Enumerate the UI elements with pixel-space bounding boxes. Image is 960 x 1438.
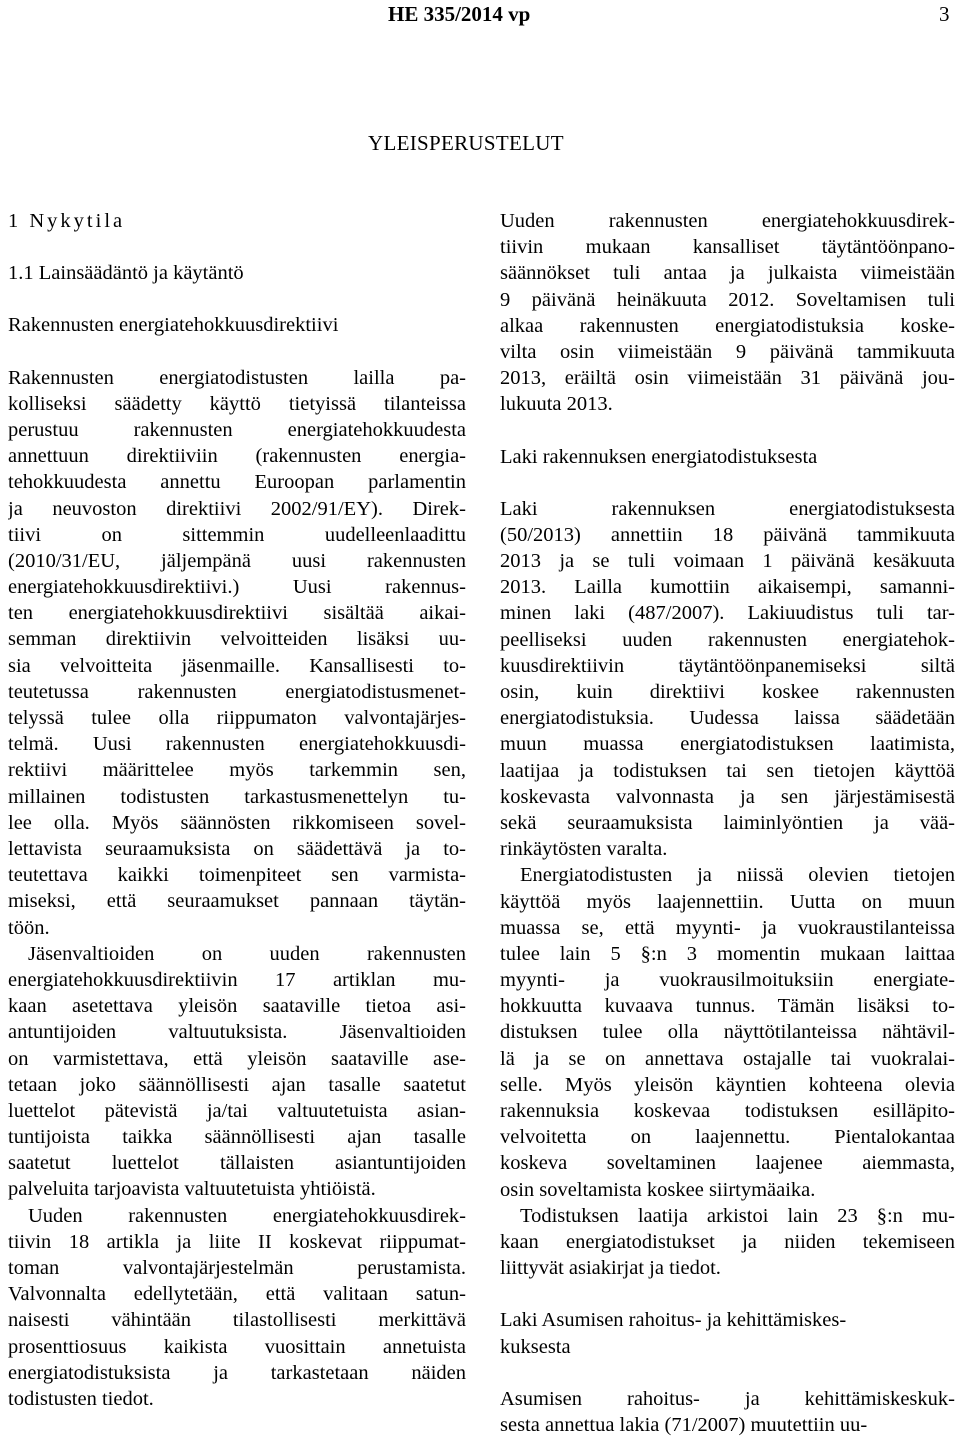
text-line: 2013. Lailla kumottiin aikaisempi, samanni-: [500, 576, 955, 599]
text-line: on varmistettava, että yleisön saataville ase-: [8, 1047, 466, 1070]
spacer: [500, 418, 955, 444]
heading-lainsaadanto: 1.1 Lainsäädäntö ja käytäntö: [8, 262, 244, 285]
text-line: tulee lain 5 §:n 3 momentin mukaan laittaa: [500, 942, 955, 965]
text-line: energiatehokkuusdirektiivi.) Uusi rakennus-: [8, 576, 466, 599]
text-line: koskeva soveltaminen laajenee aiemmasta,: [500, 1152, 955, 1175]
text-line: sekä seuraamuksista laiminlyöntien ja vää-: [500, 811, 955, 834]
text-line: miseksi, että seuraamukset pannaan täytän-: [8, 890, 466, 913]
right-column: [500, 208, 955, 1438]
text-line: velvoitetta on laajennettu. Pientalokantaa: [500, 1126, 955, 1149]
text-line: muun muassa energiatodistuksen laatimista,: [500, 733, 955, 756]
spacer: [500, 1281, 955, 1307]
page-number: 3: [939, 2, 950, 26]
text-line: lee olla. Myös säännösten rikkomiseen sovel-: [8, 811, 466, 834]
text-line: perustuu rakennusten energiatehokkuudesta: [8, 418, 466, 441]
heading-energiatehokkuusdirektiivi: Rakennusten energiatehokkuusdirektiivi: [8, 314, 339, 337]
spacer: [500, 1360, 955, 1386]
text-line: ja neuvoston direktiivi 2002/91/EY). Direk-: [8, 497, 466, 520]
text-line: hokkuutta kuvaava tunnus. Tämän lisäksi to-: [500, 995, 955, 1018]
text-line: osin, kuin direktiivi koskee rakennusten: [500, 681, 955, 704]
text-line: peelliseksi uuden rakennusten energiatehok-: [500, 628, 955, 651]
text-line: rinkäytösten varalta.: [500, 838, 668, 861]
right-body-text-a: [500, 208, 955, 418]
left-body-text: [8, 365, 466, 1413]
text-line: koskevasta valvonnasta ja sen järjestämisestä: [500, 785, 955, 808]
left-column: [8, 208, 466, 1412]
text-line: myynti- ja vuokrausilmoituksiin energiate-: [500, 969, 955, 992]
right-body-text-b: [500, 496, 955, 1282]
text-line: Jäsenvaltioiden on uuden rakennusten: [28, 942, 466, 965]
text-line: minen laki (487/2007). Lakiuudistus tuli tar-: [500, 602, 955, 625]
text-line: lettavista seuraamuksista on säädettävä ja to-: [8, 837, 466, 860]
text-line: Laki rakennuksen energiatodistuksesta: [500, 497, 955, 520]
text-line: lä ja se on annettava ostajalle tai vuokralai-: [500, 1047, 955, 1070]
heading-nykytila: 1 Nykytila: [8, 210, 126, 232]
heading-laki-asumisen-2: kuksesta: [500, 1335, 571, 1358]
text-line: sia velvoitteita jäsenmaille. Kansallisesti to-: [8, 654, 466, 677]
text-line: Uuden rakennusten energiatehokkuusdirek-: [28, 1204, 466, 1227]
document-id: HE 335/2014 vp: [388, 2, 531, 26]
text-line: vilta osin viimeistään 9 päivänä tammikuuta: [500, 340, 955, 363]
text-line: energiatodistuksia. Uudessa laissa säädetään: [500, 707, 955, 730]
text-line: kaan energiatodistukset ja niiden tekemiseen: [500, 1231, 955, 1253]
text-line: rektiivi määrittelee myös tarkemmin sen,: [8, 759, 466, 782]
text-line: Energiatodistusten ja niissä olevien tietojen: [520, 864, 955, 887]
text-line: (50/2013) annettiin 18 päivänä tammikuuta: [500, 523, 955, 546]
text-line: 2013, eräiltä osin viimeistään 31 päivänä jou-: [500, 367, 955, 390]
section-title: YLEISPERUSTELUT: [368, 131, 564, 155]
text-line: lukuuta 2013.: [500, 393, 613, 416]
text-line: telyssä tulee olla riippumaton valvontajärjes-: [8, 707, 466, 730]
text-line: semman direktiivin velvoitteiden lisäksi uu-: [8, 628, 466, 651]
text-line: laatijaa ja todistuksen tai sen tietojen käyttöä: [500, 759, 955, 782]
text-line: Asumisen rahoitus- ja kehittämiskeskuk-: [500, 1387, 955, 1410]
text-line: liittyvät asiakirjat ja tiedot.: [500, 1257, 721, 1280]
spacer: [8, 286, 466, 312]
spacer: [8, 339, 466, 365]
text-line: luettelot pätevistä ja/tai valtuutetuista asian-: [8, 1099, 466, 1122]
text-line: annettuun direktiiviin (rakennusten energia-: [8, 445, 466, 468]
text-line: tetaan joko säännöllisesti ajan tasalle saatetut: [8, 1073, 466, 1096]
text-line: osin soveltamista koskee siirtymäaika.: [500, 1178, 816, 1201]
text-line: 2013 ja se tuli voimaan 1 päivänä kesäkuuta: [500, 550, 955, 573]
text-line: (2010/31/EU, jäljempänä uusi rakennusten: [8, 549, 466, 572]
text-line: tiivin mukaan kansalliset täytäntöönpano-: [500, 236, 955, 259]
text-line: muassa se, että myynti- ja vuokraustilanteissa: [500, 916, 955, 939]
text-line: teutettava kaikki toimenpiteet sen varmista-: [8, 864, 466, 887]
heading-laki-energiatodistuksesta: Laki rakennuksen energiatodistuksesta: [500, 445, 818, 468]
text-line: tiivi on sittemmin uudelleenlaadittu: [8, 523, 466, 546]
text-line: todistusten tiedot.: [8, 1387, 154, 1410]
text-line: tuntijoista taikka säännöllisesti ajan tasalle: [8, 1126, 466, 1149]
text-line: antuntijoiden valtuutuksista. Jäsenvaltioiden: [8, 1021, 466, 1044]
text-line: palveluita tarjoavista valtuutetuista yhtiöistä.: [8, 1178, 376, 1201]
text-line: rakennuksia koskevaa todistuksen esilläpito-: [500, 1100, 955, 1123]
text-line: 9 päivänä heinäkuuta 2012. Soveltamisen tuli: [500, 288, 955, 311]
spacer: [8, 234, 466, 260]
text-line: toman valvontajärjestelmän perustamista.: [8, 1257, 466, 1280]
text-line: sesta annettua lakia (71/2007) muutettiin uu-: [500, 1413, 868, 1436]
heading-laki-asumisen-1: Laki Asumisen rahoitus- ja kehittämiskes-: [500, 1309, 847, 1332]
text-line: prosenttiosuus kaikista vuosittain annetuista: [8, 1335, 466, 1358]
text-line: kuusdirektiivin täytäntöönpanemiseksi siltä: [500, 654, 955, 677]
text-line: saatetut luettelot tällaisten asiantuntijoiden: [8, 1152, 466, 1175]
right-body-text-c: [500, 1386, 955, 1438]
text-line: Uuden rakennusten energiatehokkuusdirek-: [500, 210, 955, 232]
text-line: energiatehokkuusdirektiivin 17 artiklan mu-: [8, 968, 466, 991]
text-line: energiatodistuksista ja tarkastetaan näiden: [8, 1361, 466, 1384]
text-line: naisesti vähintään tilastollisesti merkittävä: [8, 1309, 466, 1332]
text-line: teutetussa rakennusten energiatodistusmenet-: [8, 680, 466, 703]
text-line: kolliseksi säädetty käyttö tietyissä tilanteissa: [8, 392, 466, 415]
text-line: käyttöä myös laajennettiin. Uutta on muun: [500, 890, 955, 913]
text-line: alkaa rakennusten energiatodistuksia koske-: [500, 314, 955, 337]
text-line: Todistuksen laatija arkistoi lain 23 §:n mu-: [520, 1204, 955, 1227]
text-line: säännökset tuli antaa ja julkaista viimeistään: [500, 262, 955, 285]
text-line: telmä. Uusi rakennusten energiatehokkuusdi-: [8, 733, 466, 756]
text-line: Rakennusten energiatodistusten lailla pa-: [8, 366, 466, 389]
text-line: tehokkuudesta annettu Euroopan parlamentin: [8, 471, 466, 494]
text-line: millainen todistusten tarkastusmenettelyn tu-: [8, 785, 466, 808]
spacer: [500, 470, 955, 496]
text-line: kaan asetettava yleisön saataville tietoa asi-: [8, 995, 466, 1018]
text-line: distuksen tulee olla näyttötilanteissa nähtävil-: [500, 1021, 955, 1044]
text-line: tiivin 18 artikla ja liite II koskevat riippumat-: [8, 1230, 466, 1253]
text-line: töön.: [8, 916, 50, 939]
text-line: ten energiatehokkuusdirektiivi sisältää aikai-: [8, 602, 466, 625]
text-line: Valvonnalta edellytetään, että valitaan satun-: [8, 1283, 466, 1306]
text-line: selle. Myös yleisön käyntien kohteena olevia: [500, 1073, 955, 1096]
